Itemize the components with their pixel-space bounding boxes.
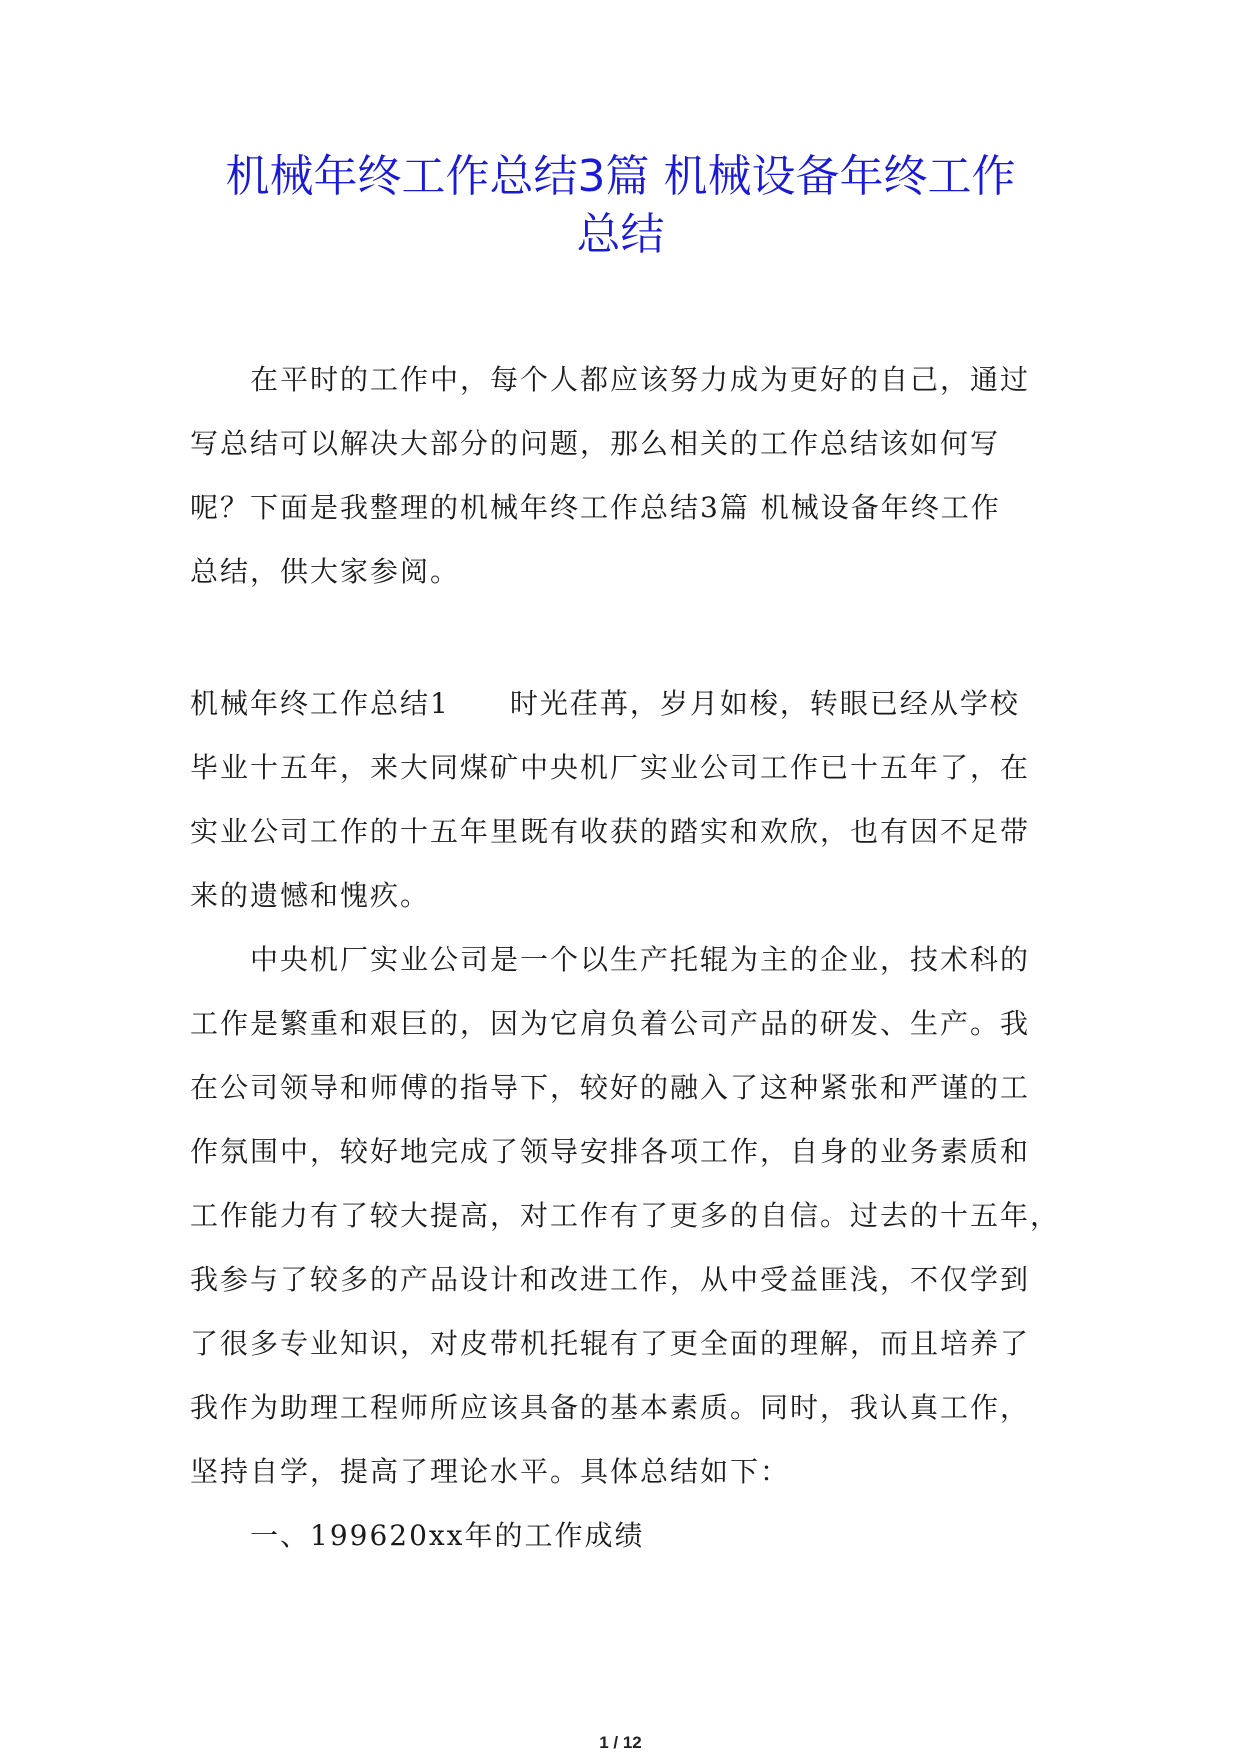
text-line: 工作是繁重和艰巨的，因为它肩负着公司产品的研发、生产。我 bbox=[190, 1007, 1031, 1040]
text-line: 坚持自学，提高了理论水平。具体总结如下： bbox=[190, 1455, 791, 1488]
text-line: 来的遗憾和愧疚。 bbox=[190, 879, 431, 912]
text-line: 我参与了较多的产品设计和改进工作，从中受益匪浅，不仅学到 bbox=[190, 1263, 1031, 1296]
text-line: 中央机厂实业公司是一个以生产托辊为主的企业，技术科的 bbox=[190, 943, 1031, 976]
text-line: 作氛围中，较好地完成了领导安排各项工作，自身的业务素质和 bbox=[190, 1135, 1031, 1168]
title-line: 机械年终工作总结3篇 机械设备年终工作 bbox=[225, 151, 1016, 202]
text-line: 了很多专业知识，对皮带机托辊有了更全面的理解，而且培养了 bbox=[190, 1327, 1031, 1360]
section-heading: 一、199620xx年的工作成绩 bbox=[190, 1519, 645, 1552]
section-1-body bbox=[190, 672, 1061, 1568]
title-line: 总结 bbox=[576, 209, 665, 260]
text-line: 在公司领导和师傅的指导下，较好的融入了这种紧张和严谨的工 bbox=[190, 1071, 1031, 1104]
intro-paragraph bbox=[190, 348, 1052, 604]
document-title bbox=[150, 148, 1091, 264]
text-line: 写总结可以解决大部分的问题，那么相关的工作总结该如何写 bbox=[190, 427, 1001, 460]
text-line: 机械年终工作总结1 时光荏苒，岁月如梭，转眼已经从学校 bbox=[190, 687, 1020, 720]
text-line: 在平时的工作中，每个人都应该努力成为更好的自己，通过 bbox=[190, 363, 1031, 396]
text-line: 毕业十五年，来大同煤矿中央机厂实业公司工作已十五年了，在 bbox=[190, 751, 1031, 784]
text-line: 总结，供大家参阅。 bbox=[190, 555, 461, 588]
text-line: 我作为助理工程师所应该具备的基本素质。同时，我认真工作， bbox=[190, 1391, 1031, 1424]
text-line: 工作能力有了较大提高，对工作有了更多的自信。过去的十五年， bbox=[190, 1199, 1061, 1232]
text-line: 呢？下面是我整理的机械年终工作总结3篇 机械设备年终工作 bbox=[190, 491, 1001, 524]
page-number: 1 / 12 bbox=[599, 1733, 642, 1752]
text-line: 实业公司工作的十五年里既有收获的踏实和欢欣，也有因不足带 bbox=[190, 815, 1031, 848]
